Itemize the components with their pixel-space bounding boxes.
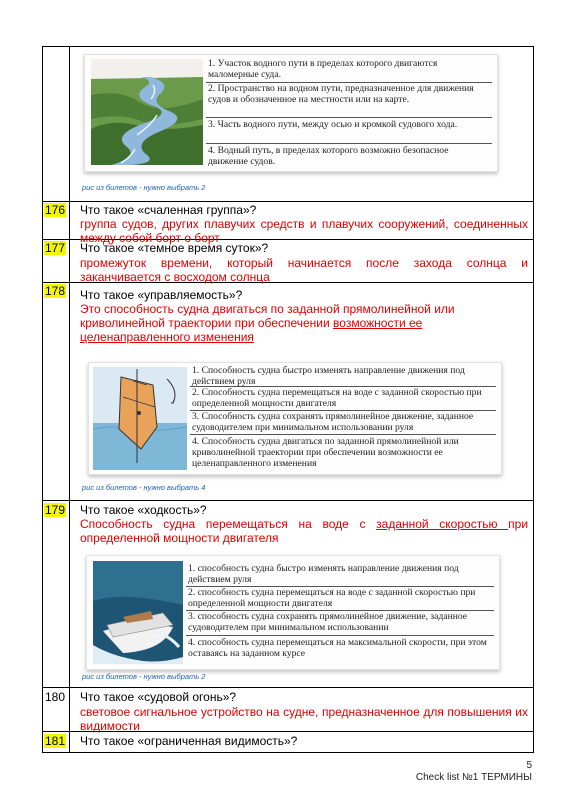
question-number: 181 [45, 734, 66, 748]
answer-text: Это способность судна двигаться по заданной прямолинейной или криволинейной траектории при обеспечении возможности ее целенаправленного изменения [80, 302, 455, 344]
row-divider [42, 500, 533, 501]
option-3: 3. Часть водного пути, между осью и кромкой судового хода. [208, 119, 458, 130]
image-caption: рис из билетов - нужно выбрать 2 [82, 672, 206, 681]
river-illustration [91, 59, 203, 165]
answer-text: группа судов, других плавучих средств и плавучих сооружений, соединенных между собой борт о борт [80, 217, 528, 245]
option-4: 4. Водный путь, в пределах которого возможно безопасное движение судов. [208, 145, 449, 167]
option-1: 1. Способность судна быстро изменять направление движения под действием руля [192, 365, 465, 387]
fairway-options [206, 57, 492, 169]
answer-text: световое сигнальное устройство на судне, предназначенное для повышения их видимости [80, 705, 528, 733]
option-4: 4. Способность судна двигаться по заданной прямолинейной или криволинейной траектории при обеспечении возможности ее целенаправленного изменения [192, 436, 459, 469]
footer-title: Check list №1 ТЕРМИНЫ [415, 772, 532, 783]
question-number: 180 [45, 690, 66, 704]
steerability-question-card [88, 362, 502, 475]
ship-rudder-diagram [93, 367, 187, 470]
propulsion-question-card [86, 555, 500, 670]
fairway-question-card [84, 54, 498, 172]
propulsion-options [186, 562, 494, 666]
option-2: 2. Пространство на водном пути, предназначенное для движения судов и обозначенное на местности или на карте. [208, 83, 474, 105]
answer-text: промежуток времени, который начинается после захода солнца и заканчивается с восходом солнца [80, 256, 528, 284]
question-text: Что такое «судовой огонь»? [80, 690, 237, 704]
row-divider [42, 201, 533, 202]
question-text: Что такое «управляемость»? [80, 288, 243, 302]
option-1: 1. способность судна быстро изменять направление движения под действием руля [188, 563, 459, 585]
option-separator [186, 635, 494, 636]
answer-text: Способность судна перемещаться на воде с заданной скоростью при определенной мощности двигателя [80, 517, 529, 545]
steerability-options [190, 364, 496, 472]
option-separator [206, 117, 492, 118]
option-2: 2. Способность судна перемещаться на воде с заданной скоростью при определенной мощности двигателя [192, 387, 482, 409]
option-separator [190, 434, 496, 435]
image-caption: рис из билетов - нужно выбрать 4 [82, 483, 206, 492]
motorboat-photo [93, 561, 183, 664]
page-number: 5 [526, 760, 532, 771]
question-text: Что такое «счаленная группа»? [80, 203, 257, 217]
question-text: Что такое «ходкость»? [80, 503, 207, 517]
row-divider [42, 752, 533, 753]
option-1: 1. Участок водного пути в пределах которого двигаются маломерные суда. [208, 58, 438, 80]
row-divider [42, 687, 533, 688]
question-number: 177 [45, 241, 66, 255]
question-text: Что такое «темное время суток»? [80, 241, 269, 255]
option-3: 3. Способность судна сохранять прямолинейное движение, заданное судоводителем при минимальном использовании руля [192, 411, 474, 433]
option-3: 3. способность судна сохранять прямолинейное движение, заданное судоводителем при минимальном использовании [188, 611, 468, 633]
row-divider [42, 46, 533, 47]
image-caption: рис из билетов - нужно выбрать 2 [82, 183, 206, 192]
column-divider [69, 46, 70, 753]
option-separator [206, 143, 492, 144]
option-2: 2. способность судна перемещаться на воде с заданной скоростью при определенной мощности двигателя [188, 587, 476, 609]
question-number: 179 [45, 503, 66, 517]
question-text: Что такое «ограниченная видимость»? [80, 734, 298, 748]
option-4: 4. способность судна перемещаться на максимальной скорости, при этом оставаясь на заданном курсе [188, 637, 487, 659]
question-number: 176 [45, 203, 66, 217]
question-number: 178 [45, 284, 66, 298]
